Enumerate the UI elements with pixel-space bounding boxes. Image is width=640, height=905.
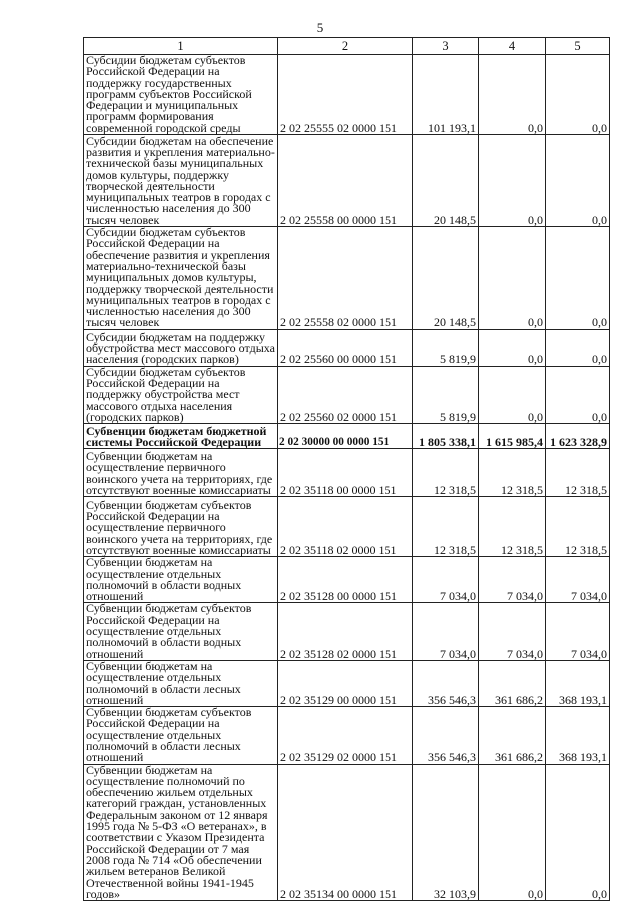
table-row — [84, 329, 610, 366]
table-row — [84, 135, 610, 227]
row-name-cell: Субсидии бюджетам субъектов Российской Федерации на поддержку государственных программ субъектов Российской Федерации и муниципальных программ формирования современной городской среды — [84, 55, 278, 135]
row-value-1-cell: 20 148,5 — [413, 227, 479, 330]
row-value-2-cell: 12 318,5 — [479, 449, 546, 497]
table-row — [84, 557, 610, 603]
row-code-cell: 2 02 35129 02 0000 151 — [278, 707, 413, 764]
budget-table — [83, 37, 610, 901]
row-name-cell: Субвенции бюджетам бюджетной системы Российской Федерации — [84, 424, 278, 449]
row-value-3-cell: 0,0 — [546, 329, 610, 366]
row-value-2-cell: 0,0 — [479, 135, 546, 227]
row-value-1-cell: 20 148,5 — [413, 135, 479, 227]
row-value-2-cell: 361 686,2 — [479, 660, 546, 706]
row-code-cell: 2 02 25560 02 0000 151 — [278, 366, 413, 423]
row-value-1-cell: 12 318,5 — [413, 449, 479, 497]
row-value-1-cell: 7 034,0 — [413, 557, 479, 603]
row-value-3-cell: 368 193,1 — [546, 707, 610, 764]
table-row — [84, 660, 610, 706]
header-row — [84, 38, 610, 55]
row-value-3-cell: 1 623 328,9 — [546, 424, 610, 449]
row-value-3-cell: 7 034,0 — [546, 603, 610, 660]
row-code-cell: 2 02 25555 02 0000 151 — [278, 55, 413, 135]
row-name-cell: Субвенции бюджетам на осуществление отдельных полномочий в области водных отношений — [84, 557, 278, 603]
row-value-2-cell: 361 686,2 — [479, 707, 546, 764]
row-code-cell: 2 02 25558 00 0000 151 — [278, 135, 413, 227]
row-value-2-cell: 7 034,0 — [479, 557, 546, 603]
row-code-cell: 2 02 30000 00 0000 151 — [278, 424, 413, 449]
column-header: 1 — [84, 38, 278, 55]
row-value-1-cell: 1 805 338,1 — [413, 424, 479, 449]
row-value-1-cell: 5 819,9 — [413, 366, 479, 423]
row-value-3-cell: 12 318,5 — [546, 449, 610, 497]
column-header: 5 — [546, 38, 610, 55]
row-value-3-cell: 0,0 — [546, 764, 610, 901]
row-value-3-cell: 0,0 — [546, 55, 610, 135]
row-value-1-cell: 356 546,3 — [413, 660, 479, 706]
row-code-cell: 2 02 35118 00 0000 151 — [278, 449, 413, 497]
row-value-3-cell: 368 193,1 — [546, 660, 610, 706]
row-name-cell: Субсидии бюджетам субъектов Российской Федерации на обеспечение развития и укрепления материально-технической базы муниципальных домов культуры, поддержку творческой деятельности муниципальных театров в городах с численностью населения до 300 тысяч человек — [84, 227, 278, 330]
table-row — [84, 603, 610, 660]
row-value-1-cell: 101 193,1 — [413, 55, 479, 135]
row-code-cell: 2 02 25558 02 0000 151 — [278, 227, 413, 330]
page-number: 5 — [316, 20, 324, 35]
row-name-cell: Субвенции бюджетам субъектов Российской Федерации на осуществление первичного воинского учета на территориях, где отсутствуют военные комиссариаты — [84, 497, 278, 557]
row-value-1-cell: 32 103,9 — [413, 764, 479, 901]
row-name-cell: Субсидии бюджетам на поддержку обустройства мест массового отдыха населения (городских парков) — [84, 329, 278, 366]
row-name-cell: Субвенции бюджетам субъектов Российской Федерации на осуществление отдельных полномочий в области лесных отношений — [84, 707, 278, 764]
table-row — [84, 764, 610, 901]
row-name-cell: Субсидии бюджетам на обеспечение развития и укрепления материально-технической базы муниципальных домов культуры, поддержку творческой деятельности муниципальных театров в городах с численностью населения до 300 тысяч человек — [84, 135, 278, 227]
row-value-2-cell: 0,0 — [479, 55, 546, 135]
row-value-3-cell: 0,0 — [546, 227, 610, 330]
row-code-cell: 2 02 35128 02 0000 151 — [278, 603, 413, 660]
row-value-2-cell: 1 615 985,4 — [479, 424, 546, 449]
row-code-cell: 2 02 25560 00 0000 151 — [278, 329, 413, 366]
row-code-cell: 2 02 35128 00 0000 151 — [278, 557, 413, 603]
row-name-cell: Субвенции бюджетам субъектов Российской Федерации на осуществление отдельных полномочий в области водных отношений — [84, 603, 278, 660]
column-header: 2 — [278, 38, 413, 55]
row-value-1-cell: 7 034,0 — [413, 603, 479, 660]
row-value-2-cell: 0,0 — [479, 227, 546, 330]
row-code-cell: 2 02 35129 00 0000 151 — [278, 660, 413, 706]
row-value-3-cell: 7 034,0 — [546, 557, 610, 603]
table-row — [84, 227, 610, 330]
row-name-cell: Субвенции бюджетам на осуществление первичного воинского учета на территориях, где отсутствуют военные комиссариаты — [84, 449, 278, 497]
row-name-cell: Субвенции бюджетам на осуществление отдельных полномочий в области лесных отношений — [84, 660, 278, 706]
column-header: 4 — [479, 38, 546, 55]
row-value-1-cell: 5 819,9 — [413, 329, 479, 366]
table-row — [84, 449, 610, 497]
row-value-2-cell: 0,0 — [479, 366, 546, 423]
table-row — [84, 497, 610, 557]
row-value-3-cell: 12 318,5 — [546, 497, 610, 557]
column-header: 3 — [413, 38, 479, 55]
table-row — [84, 424, 610, 449]
row-name-cell: Субсидии бюджетам субъектов Российской Федерации на поддержку обустройства мест массового отдыха населения (городских парков) — [84, 366, 278, 423]
row-value-2-cell: 12 318,5 — [479, 497, 546, 557]
table-row — [84, 55, 610, 135]
row-value-2-cell: 7 034,0 — [479, 603, 546, 660]
table-row — [84, 707, 610, 764]
row-value-3-cell: 0,0 — [546, 366, 610, 423]
row-value-2-cell: 0,0 — [479, 764, 546, 901]
row-code-cell: 2 02 35118 02 0000 151 — [278, 497, 413, 557]
row-value-2-cell: 0,0 — [479, 329, 546, 366]
row-value-3-cell: 0,0 — [546, 135, 610, 227]
row-value-1-cell: 12 318,5 — [413, 497, 479, 557]
row-code-cell: 2 02 35134 00 0000 151 — [278, 764, 413, 901]
table-row — [84, 366, 610, 423]
row-value-1-cell: 356 546,3 — [413, 707, 479, 764]
row-name-cell: Субвенции бюджетам на осуществление полномочий по обеспечению жильем отдельных категорий граждан, установленных Федеральным законом от 12 января 1995 года № 5-ФЗ «О ветеранах», в соответствии с Указом Президента Российской Федерации от 7 мая 2008 года № 714 «Об обеспечении жильем ветеранов Великой Отечественной войны 1941-1945 годов» — [84, 764, 278, 901]
